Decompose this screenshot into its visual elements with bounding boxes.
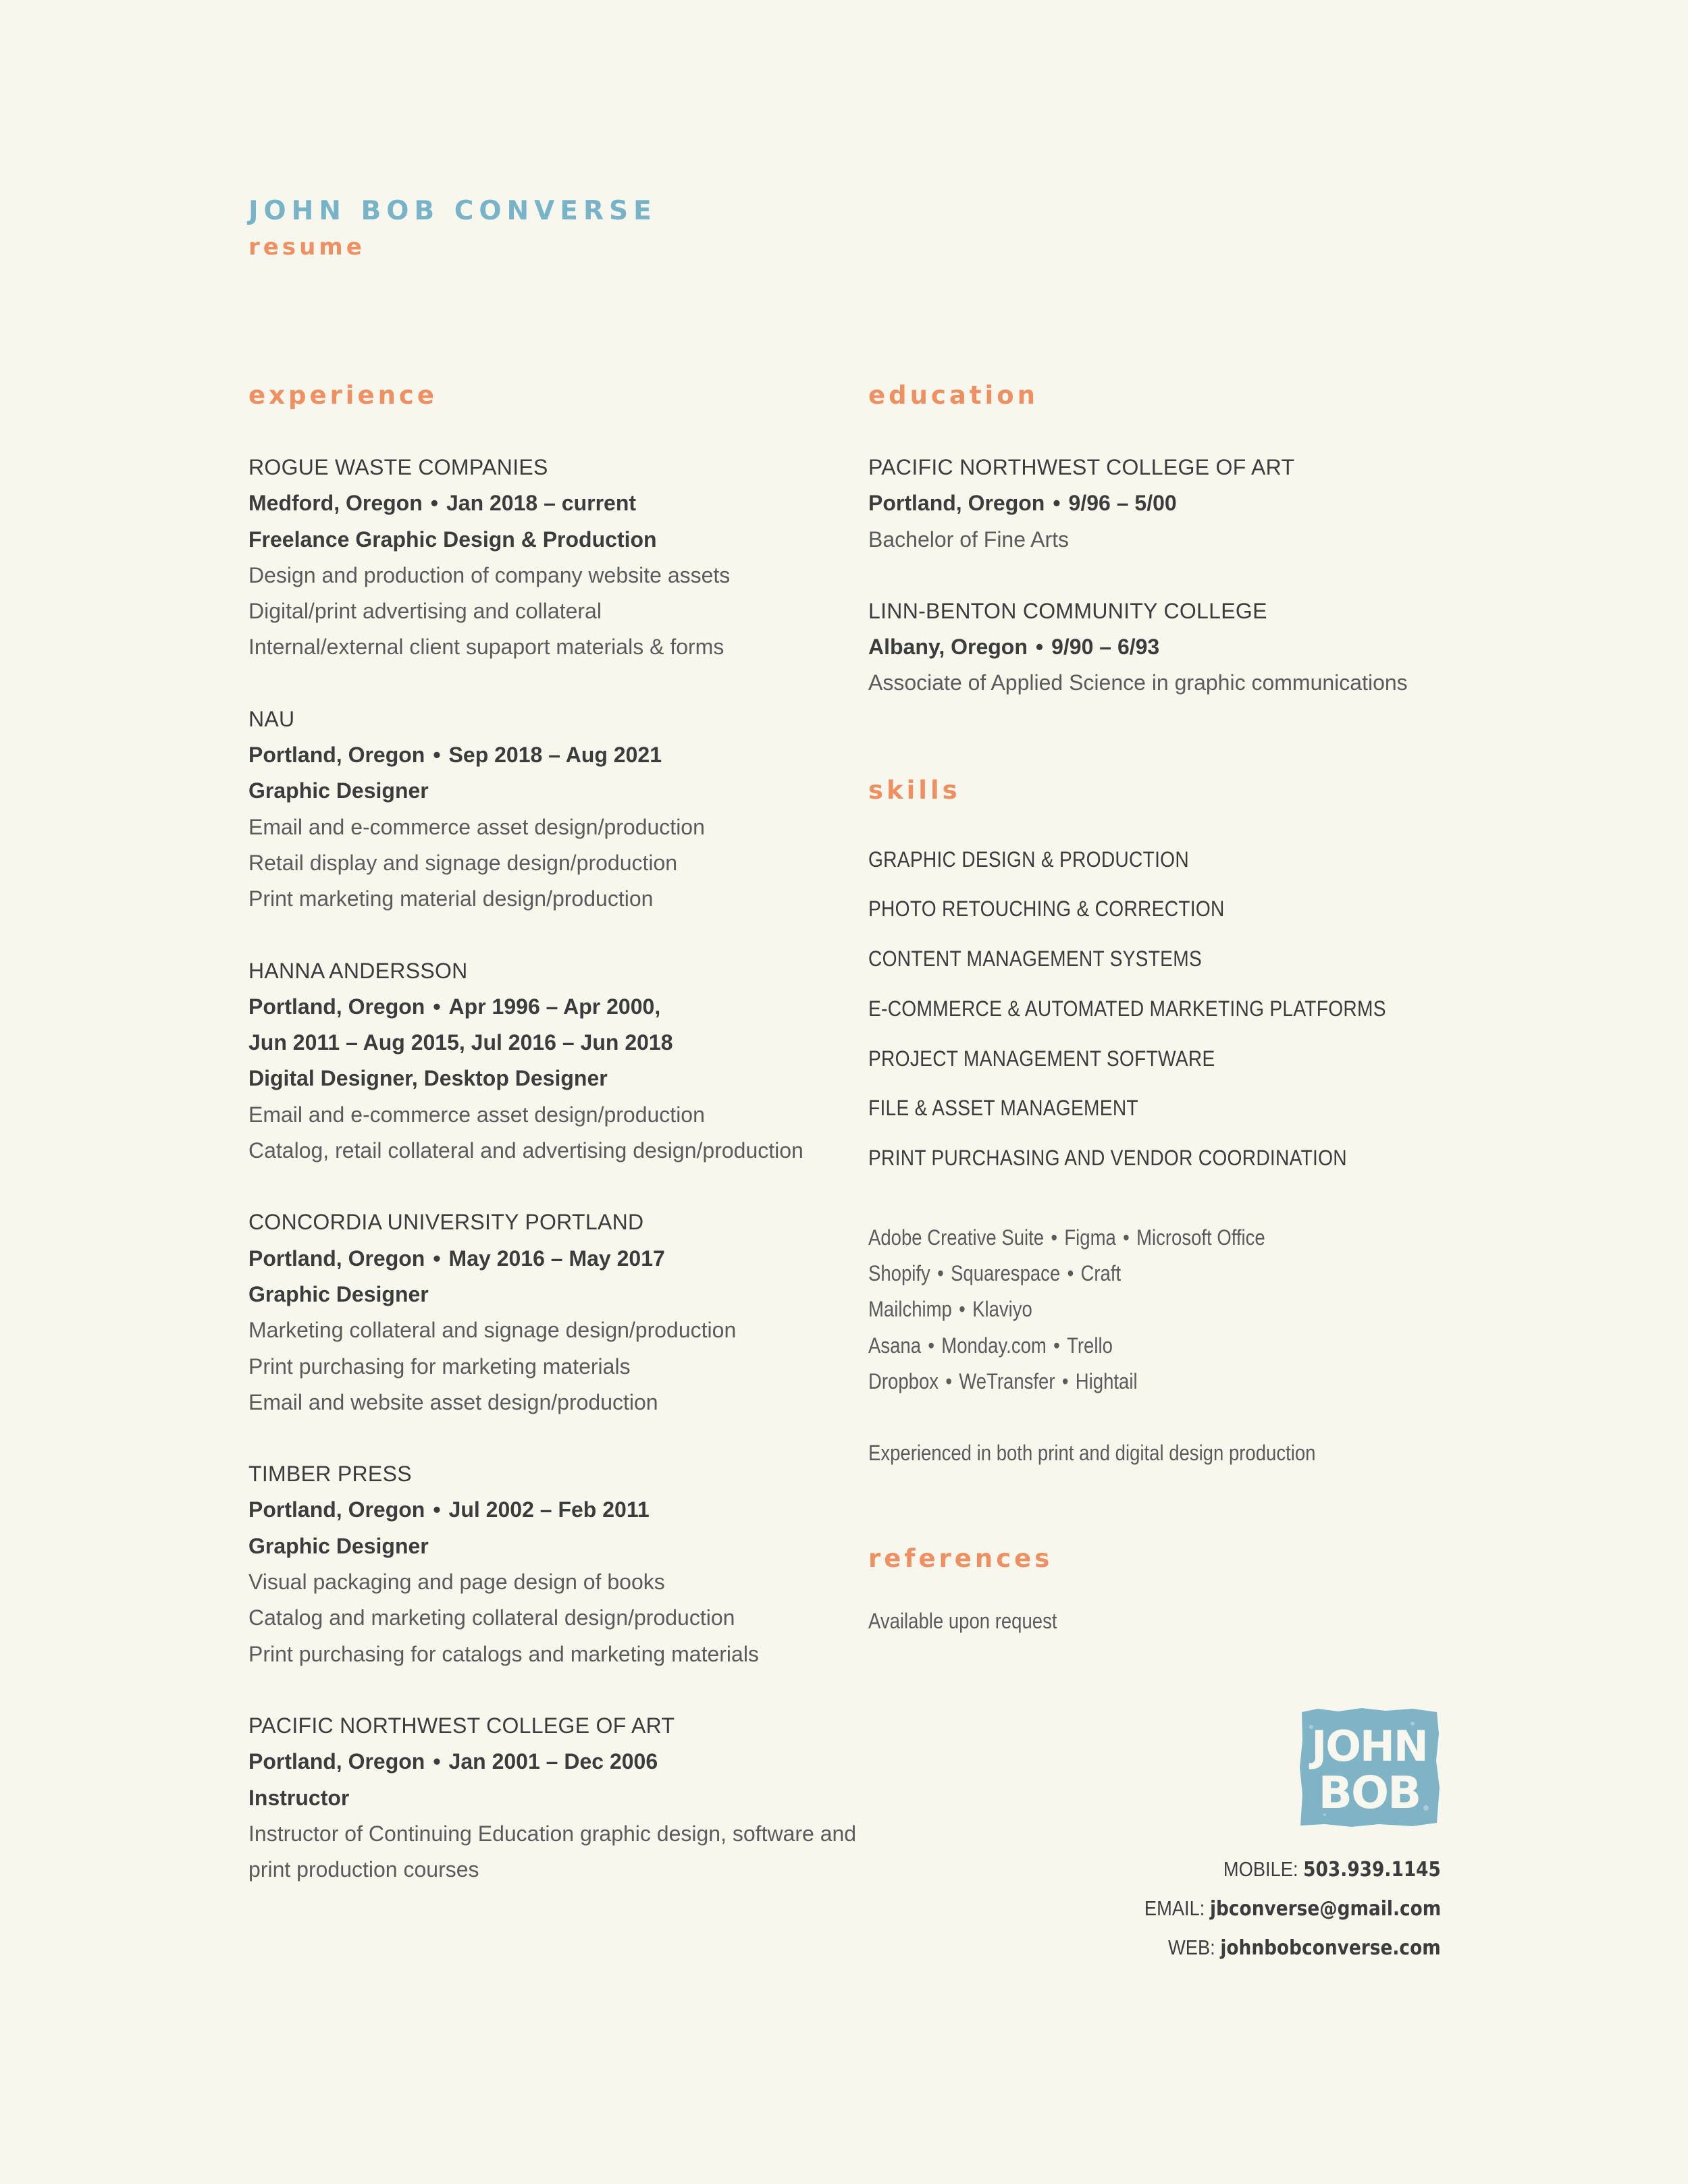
job-detail: Retail display and signage design/production bbox=[248, 850, 678, 875]
tool-row: Dropbox • WeTransfer • Hightail bbox=[868, 1368, 1138, 1393]
tool: Squarespace bbox=[951, 1261, 1061, 1285]
experience-entry bbox=[248, 1708, 857, 1888]
dates: Jul 2002 – Feb 2011 bbox=[448, 1497, 650, 1522]
job-title: Freelance Graphic Design & Production bbox=[248, 527, 657, 552]
location: Portland, Oregon bbox=[248, 1497, 425, 1522]
location: Portland, Oregon bbox=[248, 994, 425, 1019]
tool-row: Mailchimp • Klaviyo bbox=[868, 1297, 1032, 1322]
job-detail: Instructor of Continuing Education graphic design, software and bbox=[248, 1821, 857, 1846]
tool: Klaviyo bbox=[972, 1297, 1032, 1322]
web-label: WEB: bbox=[1168, 1936, 1216, 1959]
school-location-dates: Albany, Oregon • 9/90 – 6/93 bbox=[868, 635, 1160, 660]
location: Medford, Oregon bbox=[248, 491, 423, 516]
tool: Mailchimp bbox=[868, 1297, 952, 1322]
tool: Shopify bbox=[868, 1261, 930, 1285]
dates: Jan 2001 – Dec 2006 bbox=[448, 1749, 658, 1774]
person-name: JOHN BOB CONVERSE bbox=[248, 196, 657, 226]
location: Portland, Oregon bbox=[248, 743, 425, 768]
logo-text-bob: BOB bbox=[1318, 1767, 1421, 1819]
tool: Monday.com bbox=[941, 1333, 1047, 1358]
skills-heading: skills bbox=[868, 775, 961, 805]
contact-info bbox=[1104, 1850, 1441, 1967]
job-title: Graphic Designer bbox=[248, 1281, 429, 1306]
employer-name: CONCORDIA UNIVERSITY PORTLAND bbox=[248, 1210, 644, 1235]
skill-item: GRAPHIC DESIGN & PRODUCTION bbox=[868, 847, 1189, 872]
contact-mobile bbox=[1104, 1850, 1441, 1889]
job-detail: Digital/print advertising and collateral bbox=[248, 599, 602, 624]
job-detail: Email and e-commerce asset design/production bbox=[248, 814, 705, 839]
experience-entry bbox=[248, 1456, 843, 1672]
employer-name: TIMBER PRESS bbox=[248, 1462, 412, 1487]
tool-row: Shopify • Squarespace • Craft bbox=[868, 1261, 1122, 1285]
tool: Microsoft Office bbox=[1136, 1225, 1265, 1250]
education-entry bbox=[868, 450, 1476, 558]
tool: Trello bbox=[1067, 1333, 1113, 1358]
employment-location-dates: Portland, Oregon • Apr 1996 – Apr 2000, bbox=[248, 994, 661, 1019]
tool: Asana bbox=[868, 1333, 922, 1358]
skill-item: FILE & ASSET MANAGEMENT bbox=[868, 1096, 1138, 1121]
tool-row: Adobe Creative Suite • Figma • Microsoft Office bbox=[868, 1225, 1265, 1250]
job-detail: print production courses bbox=[248, 1857, 479, 1882]
right-column bbox=[868, 378, 1476, 1710]
logo-text-john: JOHN bbox=[1311, 1722, 1427, 1771]
references-block bbox=[868, 1603, 1476, 1639]
job-title: Digital Designer, Desktop Designer bbox=[248, 1066, 608, 1091]
email-address: jbconverse@gmail.com bbox=[1209, 1897, 1441, 1921]
job-title: Instructor bbox=[248, 1785, 350, 1810]
job-detail: Catalog and marketing collateral design/production bbox=[248, 1605, 735, 1630]
email-label: EMAIL: bbox=[1144, 1896, 1205, 1920]
employer-name: NAU bbox=[248, 706, 295, 731]
school-name: PACIFIC NORTHWEST COLLEGE OF ART bbox=[868, 455, 1295, 479]
tool: Figma bbox=[1064, 1225, 1116, 1250]
employment-location-dates: Portland, Oregon • Sep 2018 – Aug 2021 bbox=[248, 743, 662, 768]
employment-location-dates: Portland, Oregon • Jul 2002 – Feb 2011 bbox=[248, 1497, 650, 1522]
education-entry bbox=[868, 593, 1476, 701]
education-heading: education bbox=[868, 381, 1038, 410]
tool-row: Asana • Monday.com • Trello bbox=[868, 1333, 1113, 1358]
mobile-number: 503.939.1145 bbox=[1303, 1858, 1441, 1882]
job-detail: Visual packaging and page design of books bbox=[248, 1570, 665, 1595]
skill-item: PHOTO RETOUCHING & CORRECTION bbox=[868, 897, 1225, 922]
skills-list bbox=[868, 835, 1476, 1183]
location: Portland, Oregon bbox=[248, 1246, 425, 1271]
dates: Apr 1996 – Apr 2000, bbox=[448, 994, 661, 1019]
employment-location-dates: Portland, Oregon • Jan 2001 – Dec 2006 bbox=[248, 1749, 658, 1774]
location: Portland, Oregon bbox=[248, 1749, 425, 1774]
skills-note-block bbox=[868, 1435, 1476, 1471]
job-detail: Email and website asset design/production bbox=[248, 1389, 658, 1414]
job-detail: Print purchasing for catalogs and marketing materials bbox=[248, 1641, 759, 1666]
resume-header bbox=[248, 192, 657, 264]
employment-location-dates: Portland, Oregon • May 2016 – May 2017 bbox=[248, 1246, 665, 1271]
job-detail: Internal/external client supaport materials & forms bbox=[248, 635, 724, 660]
tool: Hightail bbox=[1075, 1368, 1138, 1393]
job-detail: Catalog, retail collateral and advertising design/production bbox=[248, 1138, 803, 1163]
job-title: Graphic Designer bbox=[248, 1533, 429, 1558]
resume-subtitle: resume bbox=[248, 234, 365, 261]
job-detail: Print marketing material design/production bbox=[248, 886, 654, 911]
references-text: Available upon request bbox=[868, 1609, 1057, 1634]
employment-location-dates: Medford, Oregon • Jan 2018 – current bbox=[248, 491, 637, 516]
tool: WeTransfer bbox=[959, 1368, 1055, 1393]
experience-entry bbox=[248, 701, 843, 917]
job-detail: Email and e-commerce asset design/production bbox=[248, 1102, 705, 1127]
skill-item: PROJECT MANAGEMENT SOFTWARE bbox=[868, 1046, 1215, 1071]
tool: Adobe Creative Suite bbox=[868, 1225, 1045, 1250]
tool: Dropbox bbox=[868, 1368, 939, 1393]
degree: Associate of Applied Science in graphic communications bbox=[868, 670, 1408, 695]
job-title: Graphic Designer bbox=[248, 778, 429, 803]
skill-item: PRINT PURCHASING AND VENDOR COORDINATION bbox=[868, 1146, 1347, 1170]
location: Portland, Oregon bbox=[868, 491, 1045, 516]
experience-column bbox=[248, 378, 857, 1923]
dates: Jan 2018 – current bbox=[446, 491, 637, 516]
mobile-label: MOBILE: bbox=[1223, 1857, 1298, 1881]
skills-note: Experienced in both print and digital design production bbox=[868, 1441, 1316, 1466]
dates: 9/90 – 6/93 bbox=[1051, 635, 1160, 660]
skill-item: E-COMMERCE & AUTOMATED MARKETING PLATFORMS bbox=[868, 996, 1386, 1021]
school-location-dates: Portland, Oregon • 9/96 – 5/00 bbox=[868, 491, 1177, 516]
employment-dates-continued: Jun 2011 – Aug 2015, Jul 2016 – Jun 2018 bbox=[248, 1030, 673, 1055]
john-bob-logo bbox=[1298, 1707, 1441, 1828]
location: Albany, Oregon bbox=[868, 635, 1028, 660]
degree: Bachelor of Fine Arts bbox=[868, 527, 1070, 552]
experience-heading: experience bbox=[248, 381, 438, 410]
job-detail: Print purchasing for marketing materials bbox=[248, 1354, 631, 1379]
website-url: johnbobconverse.com bbox=[1220, 1936, 1441, 1960]
experience-entry bbox=[248, 450, 843, 666]
job-detail: Design and production of company website assets bbox=[248, 562, 731, 587]
experience-entry bbox=[248, 953, 843, 1169]
tool: Craft bbox=[1080, 1261, 1122, 1285]
job-detail: Marketing collateral and signage design/production bbox=[248, 1318, 737, 1343]
dates: May 2016 – May 2017 bbox=[448, 1246, 665, 1271]
contact-web bbox=[1104, 1928, 1441, 1967]
contact-email bbox=[1104, 1889, 1441, 1928]
dates: 9/96 – 5/00 bbox=[1068, 491, 1177, 516]
employer-name: ROGUE WASTE COMPANIES bbox=[248, 455, 548, 479]
references-heading: references bbox=[868, 1544, 1053, 1574]
experience-entry bbox=[248, 1204, 843, 1420]
dates: Sep 2018 – Aug 2021 bbox=[448, 743, 662, 768]
employer-name: PACIFIC NORTHWEST COLLEGE OF ART bbox=[248, 1713, 675, 1738]
skill-item: CONTENT MANAGEMENT SYSTEMS bbox=[868, 947, 1202, 971]
school-name: LINN-BENTON COMMUNITY COLLEGE bbox=[868, 598, 1267, 623]
employer-name: HANNA ANDERSSON bbox=[248, 958, 468, 983]
software-tools bbox=[868, 1220, 1476, 1400]
